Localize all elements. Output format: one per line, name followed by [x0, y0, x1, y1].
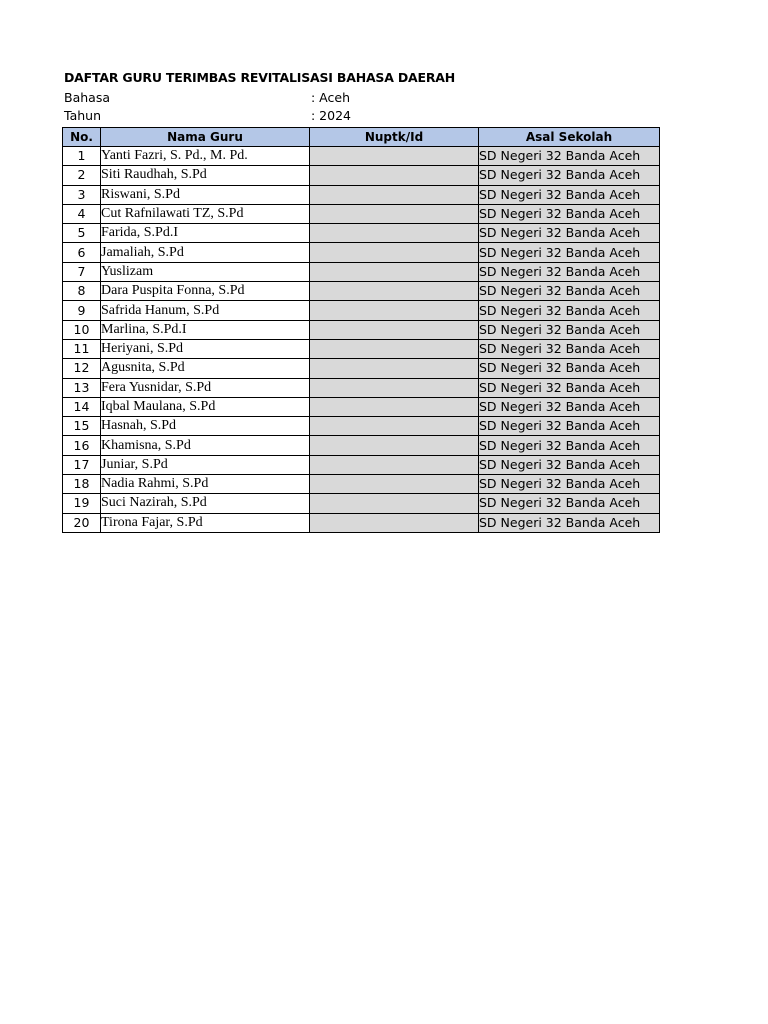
cell-teacher-name: Suci Nazirah, S.Pd — [101, 494, 310, 513]
teacher-table — [62, 127, 660, 533]
cell-school: SD Negeri 32 Banda Aceh — [479, 243, 660, 262]
cell-no: 17 — [63, 455, 101, 474]
cell-nuptk — [310, 204, 479, 223]
cell-no: 14 — [63, 397, 101, 416]
cell-teacher-name: Riswani, S.Pd — [101, 185, 310, 204]
cell-nuptk — [310, 455, 479, 474]
cell-nuptk — [310, 378, 479, 397]
cell-no: 3 — [63, 185, 101, 204]
cell-nuptk — [310, 320, 479, 339]
table-row — [63, 166, 660, 185]
cell-teacher-name: Fera Yusnidar, S.Pd — [101, 378, 310, 397]
cell-teacher-name: Jamaliah, S.Pd — [101, 243, 310, 262]
cell-teacher-name: Khamisna, S.Pd — [101, 436, 310, 455]
cell-no: 11 — [63, 339, 101, 358]
column-header-nama-guru: Nama Guru — [101, 128, 310, 147]
cell-nuptk — [310, 436, 479, 455]
cell-no: 19 — [63, 494, 101, 513]
cell-nuptk — [310, 513, 479, 532]
table-row — [63, 147, 660, 166]
table-row — [63, 475, 660, 494]
table-row — [63, 282, 660, 301]
table-row — [63, 359, 660, 378]
cell-school: SD Negeri 32 Banda Aceh — [479, 282, 660, 301]
cell-nuptk — [310, 282, 479, 301]
cell-school: SD Negeri 32 Banda Aceh — [479, 359, 660, 378]
meta-value-bahasa: : Aceh — [311, 90, 351, 105]
cell-no: 8 — [63, 282, 101, 301]
cell-school: SD Negeri 32 Banda Aceh — [479, 301, 660, 320]
cell-teacher-name: Tirona Fajar, S.Pd — [101, 513, 310, 532]
table-row — [63, 494, 660, 513]
cell-teacher-name: Juniar, S.Pd — [101, 455, 310, 474]
meta-label-bahasa: Bahasa — [64, 90, 110, 105]
cell-school: SD Negeri 32 Banda Aceh — [479, 224, 660, 243]
cell-school: SD Negeri 32 Banda Aceh — [479, 494, 660, 513]
column-header-nuptk: Nuptk/Id — [310, 128, 479, 147]
table-header-row — [63, 128, 660, 147]
document-title: DAFTAR GURU TERIMBAS REVITALISASI BAHASA DAERAH — [64, 70, 456, 85]
cell-school: SD Negeri 32 Banda Aceh — [479, 436, 660, 455]
cell-nuptk — [310, 224, 479, 243]
cell-no: 4 — [63, 204, 101, 223]
cell-nuptk — [310, 147, 479, 166]
cell-no: 16 — [63, 436, 101, 455]
cell-nuptk — [310, 243, 479, 262]
cell-nuptk — [310, 262, 479, 281]
cell-no: 13 — [63, 378, 101, 397]
cell-nuptk — [310, 397, 479, 416]
column-header-asal-sekolah: Asal Sekolah — [479, 128, 660, 147]
cell-no: 5 — [63, 224, 101, 243]
cell-no: 18 — [63, 475, 101, 494]
cell-teacher-name: Cut Rafnilawati TZ, S.Pd — [101, 204, 310, 223]
table-row — [63, 455, 660, 474]
cell-teacher-name: Marlina, S.Pd.I — [101, 320, 310, 339]
cell-nuptk — [310, 417, 479, 436]
cell-school: SD Negeri 32 Banda Aceh — [479, 378, 660, 397]
cell-school: SD Negeri 32 Banda Aceh — [479, 455, 660, 474]
cell-school: SD Negeri 32 Banda Aceh — [479, 166, 660, 185]
cell-nuptk — [310, 301, 479, 320]
cell-school: SD Negeri 32 Banda Aceh — [479, 417, 660, 436]
table-row — [63, 513, 660, 532]
table-row — [63, 436, 660, 455]
cell-school: SD Negeri 32 Banda Aceh — [479, 204, 660, 223]
table-row — [63, 378, 660, 397]
cell-no: 1 — [63, 147, 101, 166]
cell-school: SD Negeri 32 Banda Aceh — [479, 262, 660, 281]
cell-no: 10 — [63, 320, 101, 339]
cell-nuptk — [310, 494, 479, 513]
cell-teacher-name: Siti Raudhah, S.Pd — [101, 166, 310, 185]
table-row — [63, 185, 660, 204]
table-row — [63, 301, 660, 320]
cell-teacher-name: Hasnah, S.Pd — [101, 417, 310, 436]
cell-no: 12 — [63, 359, 101, 378]
cell-teacher-name: Heriyani, S.Pd — [101, 339, 310, 358]
table-row — [63, 320, 660, 339]
cell-teacher-name: Yuslizam — [101, 262, 310, 281]
cell-teacher-name: Nadia Rahmi, S.Pd — [101, 475, 310, 494]
cell-school: SD Negeri 32 Banda Aceh — [479, 185, 660, 204]
cell-nuptk — [310, 185, 479, 204]
table-row — [63, 224, 660, 243]
table-row — [63, 262, 660, 281]
cell-school: SD Negeri 32 Banda Aceh — [479, 397, 660, 416]
cell-teacher-name: Iqbal Maulana, S.Pd — [101, 397, 310, 416]
cell-no: 9 — [63, 301, 101, 320]
table-body — [63, 147, 660, 533]
cell-no: 15 — [63, 417, 101, 436]
column-header-no: No. — [63, 128, 101, 147]
cell-school: SD Negeri 32 Banda Aceh — [479, 475, 660, 494]
table-row — [63, 204, 660, 223]
cell-school: SD Negeri 32 Banda Aceh — [479, 147, 660, 166]
cell-no: 6 — [63, 243, 101, 262]
cell-teacher-name: Yanti Fazri, S. Pd., M. Pd. — [101, 147, 310, 166]
cell-nuptk — [310, 475, 479, 494]
cell-school: SD Negeri 32 Banda Aceh — [479, 320, 660, 339]
meta-label-tahun: Tahun — [64, 108, 101, 123]
cell-school: SD Negeri 32 Banda Aceh — [479, 513, 660, 532]
table-row — [63, 397, 660, 416]
cell-teacher-name: Farida, S.Pd.I — [101, 224, 310, 243]
cell-no: 2 — [63, 166, 101, 185]
cell-school: SD Negeri 32 Banda Aceh — [479, 339, 660, 358]
table-row — [63, 339, 660, 358]
cell-no: 7 — [63, 262, 101, 281]
table-row — [63, 417, 660, 436]
cell-teacher-name: Safrida Hanum, S.Pd — [101, 301, 310, 320]
table-row — [63, 243, 660, 262]
meta-value-tahun: : 2024 — [311, 108, 351, 123]
cell-teacher-name: Agusnita, S.Pd — [101, 359, 310, 378]
cell-nuptk — [310, 166, 479, 185]
cell-nuptk — [310, 339, 479, 358]
cell-no: 20 — [63, 513, 101, 532]
cell-nuptk — [310, 359, 479, 378]
cell-teacher-name: Dara Puspita Fonna, S.Pd — [101, 282, 310, 301]
